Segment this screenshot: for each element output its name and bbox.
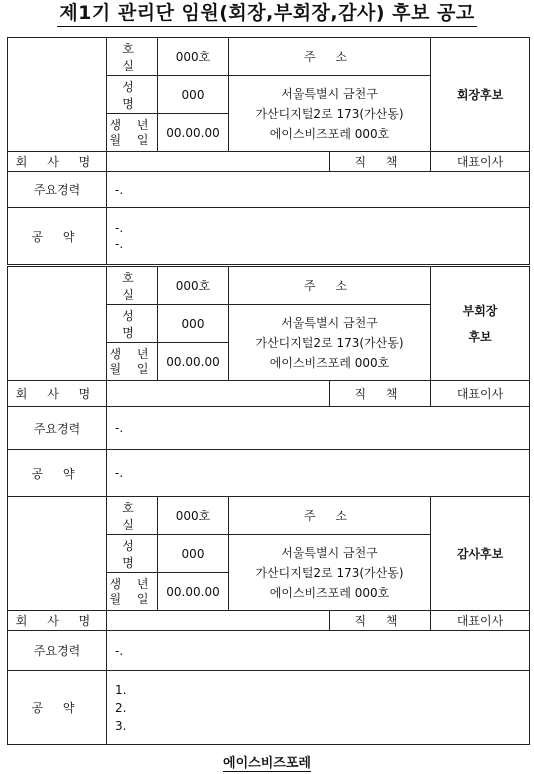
address-line-1: 서울특별시 금천구 — [281, 545, 378, 560]
position-label: 직 책 — [330, 381, 431, 407]
address-line-2: 가산디지털2로 173(가산동) — [255, 335, 404, 350]
room-value: 000호 — [158, 497, 229, 535]
page-title-text: 제1기 관리단 임원(회장,부회장,감사) 후보 공고 — [57, 2, 476, 27]
role-cell — [431, 38, 530, 152]
birth-label — [107, 114, 158, 152]
pledge-value — [107, 208, 530, 265]
pledge-line-1: 1. — [115, 682, 127, 697]
career-label: 주요경력 — [8, 631, 107, 671]
photo-cell — [8, 497, 107, 611]
company-value — [107, 611, 330, 631]
address-line-2: 가산디지털2로 173(가산동) — [255, 106, 404, 121]
address-line-3: 에이스비즈포레 000호 — [269, 585, 390, 600]
birth-label — [107, 343, 158, 381]
name-value: 000 — [158, 305, 229, 343]
pledge-line-1: -. — [115, 221, 124, 235]
room-label: 호 실 — [107, 38, 158, 76]
candidate-table-2 — [7, 266, 530, 497]
pledge-line-3: 3. — [115, 718, 127, 733]
address-line-1: 서울특별시 금천구 — [281, 86, 378, 101]
birth-value: 00.00.00 — [158, 114, 229, 152]
position-value: 대표이사 — [431, 381, 530, 407]
room-label: 호 실 — [107, 497, 158, 535]
address-label: 주 소 — [229, 38, 431, 76]
address-line-3: 에이스비즈포레 000호 — [269, 126, 390, 141]
company-label: 회 사 명 — [8, 611, 107, 631]
career-value: -. — [107, 631, 530, 671]
birth-label-line1: 생 년 — [109, 117, 155, 132]
room-label: 호 실 — [107, 267, 158, 305]
company-value — [107, 381, 330, 407]
birth-label-line2: 월 일 — [109, 132, 155, 147]
birth-value: 00.00.00 — [158, 343, 229, 381]
position-value: 대표이사 — [431, 611, 530, 631]
photo-cell — [8, 267, 107, 381]
role-cell — [431, 497, 530, 611]
pledge-label: 공 약 — [8, 671, 107, 745]
birth-label — [107, 573, 158, 611]
pledge-label: 공 약 — [8, 208, 107, 265]
career-value: -. — [107, 172, 530, 208]
birth-value: 00.00.00 — [158, 573, 229, 611]
address-label: 주 소 — [229, 267, 431, 305]
role-title: 회장후보 — [456, 87, 504, 102]
address-value — [229, 305, 431, 381]
company-value — [107, 152, 330, 172]
address-line-3: 에이스비즈포레 000호 — [269, 355, 390, 370]
room-value: 000호 — [158, 38, 229, 76]
candidate-table-1 — [7, 37, 530, 265]
name-value: 000 — [158, 76, 229, 114]
birth-label-line2: 월 일 — [109, 361, 155, 376]
name-label: 성 명 — [107, 76, 158, 114]
pledge-value — [107, 671, 530, 745]
address-line-1: 서울특별시 금천구 — [281, 315, 378, 330]
address-line-2: 가산디지털2로 173(가산동) — [255, 565, 404, 580]
role-title-line2: 후보 — [468, 329, 492, 344]
address-value — [229, 535, 431, 611]
address-label: 주 소 — [229, 497, 431, 535]
role-title: 부회장 — [462, 303, 498, 318]
pledge-label: 공 약 — [8, 450, 107, 497]
birth-label-line1: 생 년 — [109, 346, 155, 361]
birth-label-line2: 월 일 — [109, 591, 155, 606]
career-label: 주요경력 — [8, 407, 107, 450]
photo-cell — [8, 38, 107, 152]
company-label: 회 사 명 — [8, 381, 107, 407]
position-label: 직 책 — [330, 152, 431, 172]
footer-company-name: 에이스비즈포레 — [223, 756, 311, 771]
footer — [0, 752, 534, 771]
career-value: -. — [107, 407, 530, 450]
position-value: 대표이사 — [431, 152, 530, 172]
birth-label-line1: 생 년 — [109, 576, 155, 591]
position-label: 직 책 — [330, 611, 431, 631]
page-title — [0, 0, 534, 30]
role-title: 감사후보 — [456, 546, 504, 561]
address-value — [229, 76, 431, 152]
company-label: 회 사 명 — [8, 152, 107, 172]
name-label: 성 명 — [107, 305, 158, 343]
pledge-line-1: -. — [115, 466, 124, 480]
pledge-line-2: 2. — [115, 700, 127, 715]
room-value: 000호 — [158, 267, 229, 305]
pledge-line-2: -. — [115, 237, 124, 251]
career-label: 주요경력 — [8, 172, 107, 208]
candidate-table-3 — [7, 496, 530, 745]
name-label: 성 명 — [107, 535, 158, 573]
pledge-value — [107, 450, 530, 497]
role-cell — [431, 267, 530, 381]
name-value: 000 — [158, 535, 229, 573]
